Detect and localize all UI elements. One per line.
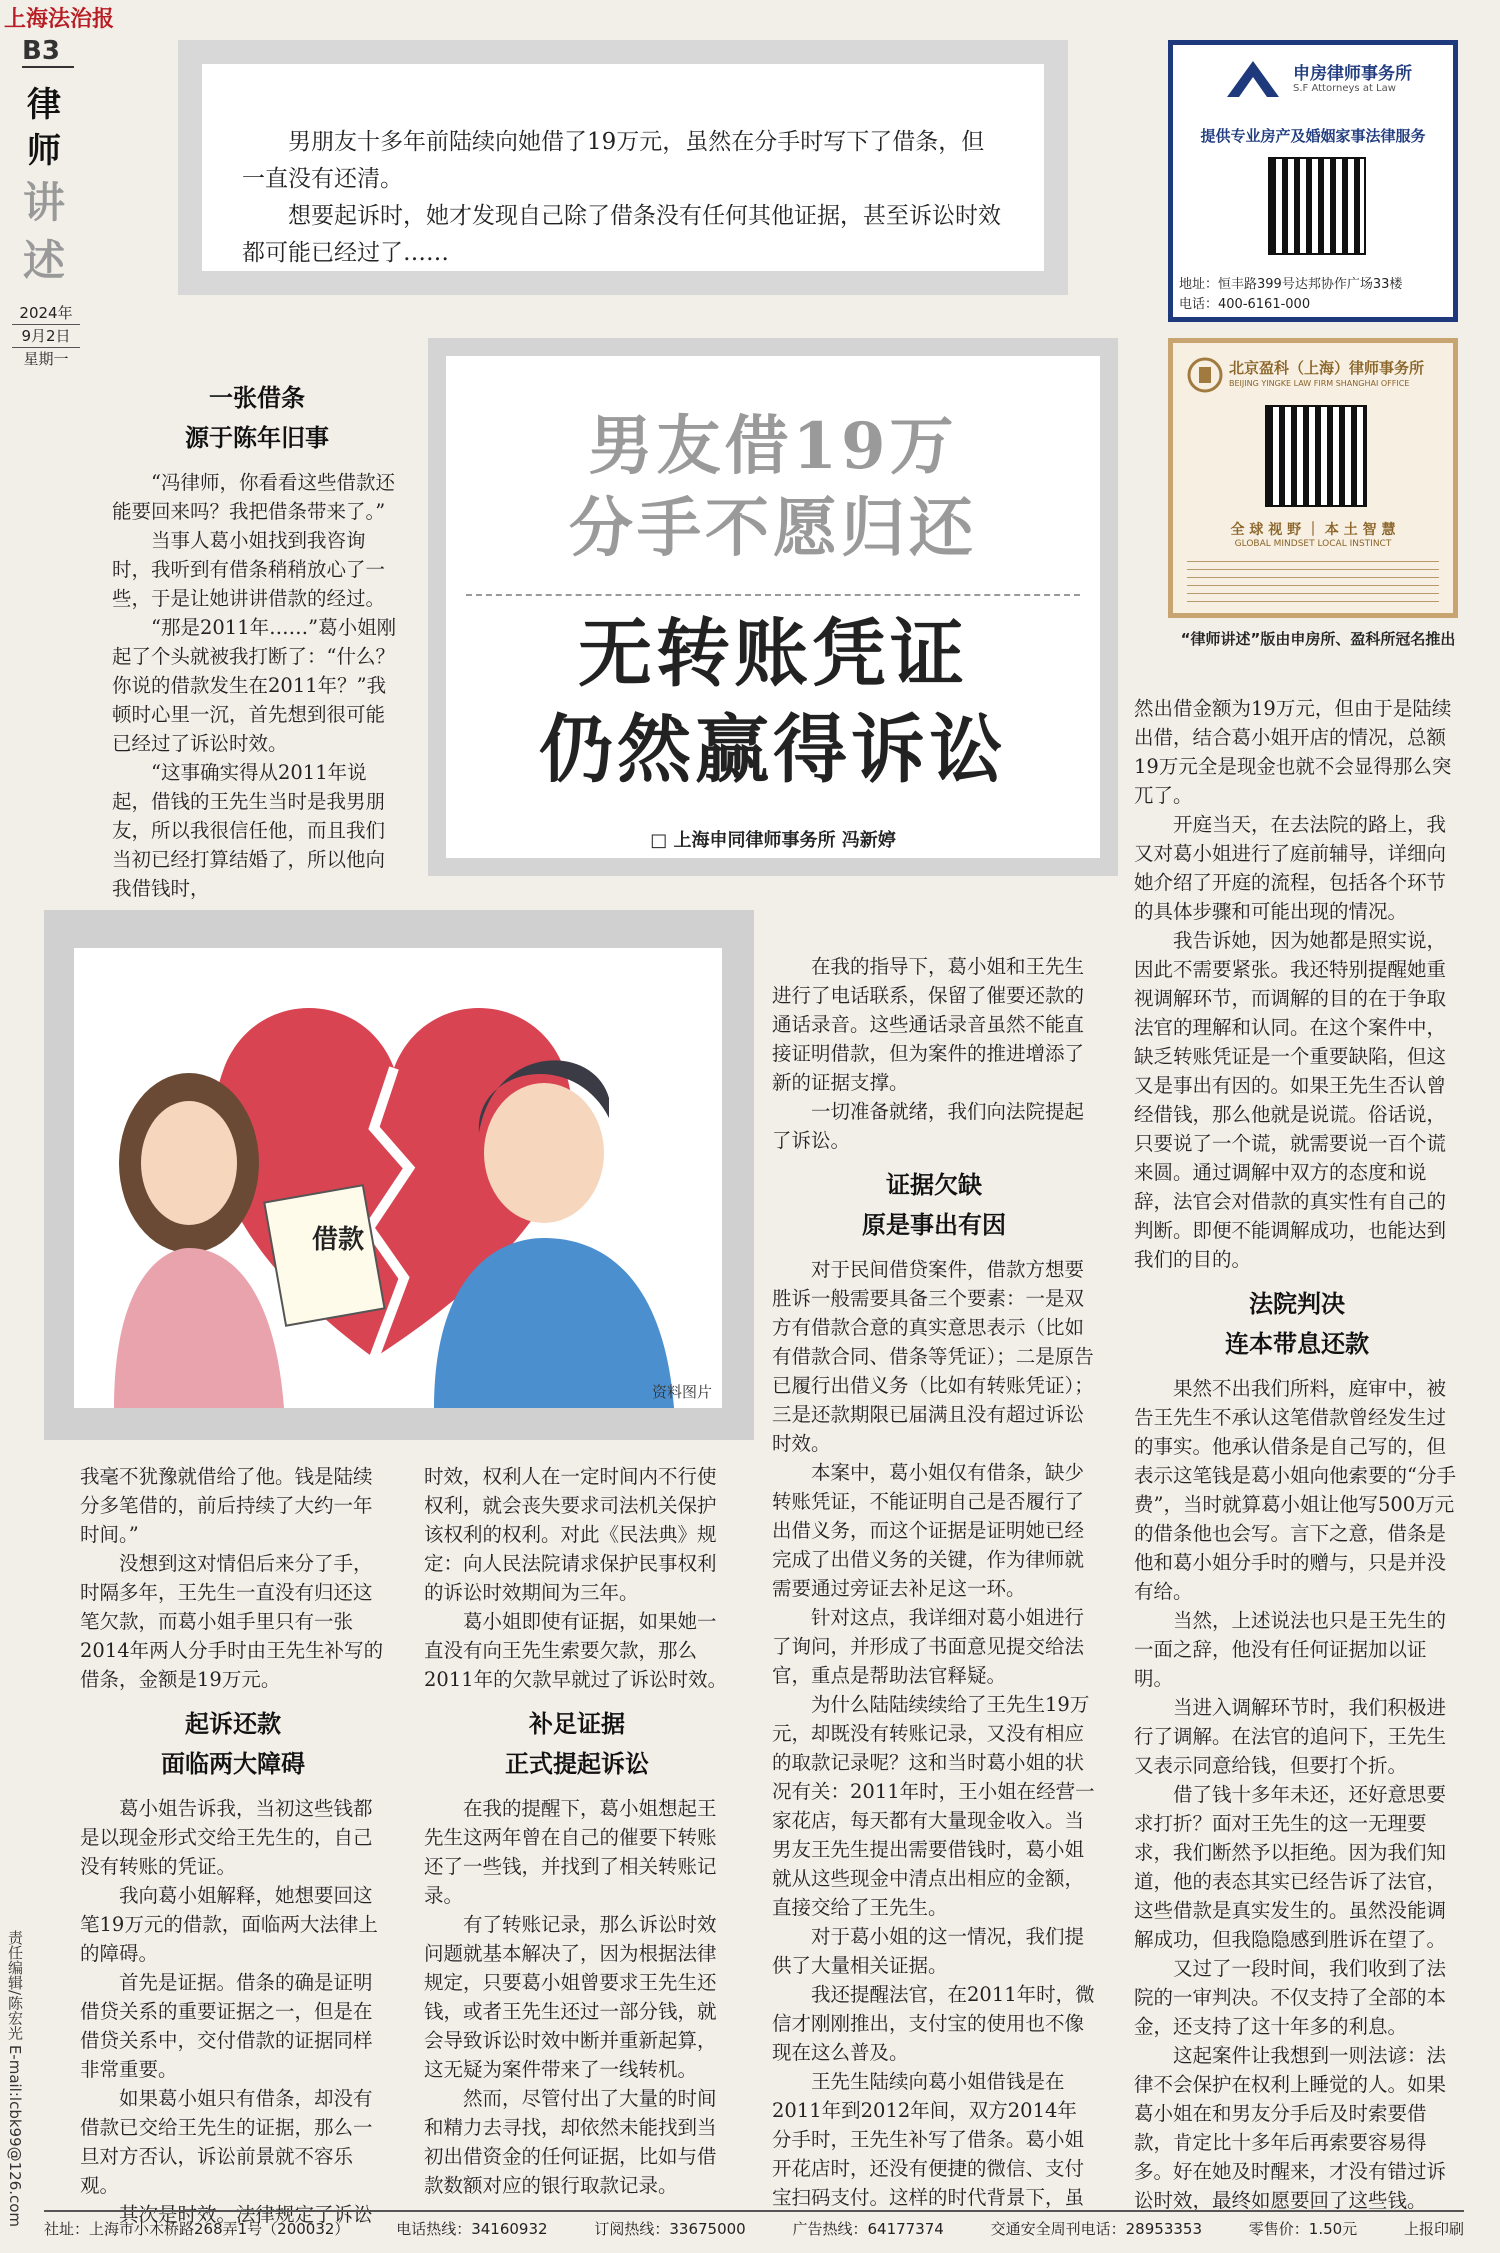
- illustration: [74, 948, 722, 1408]
- paragraph: 然而，尽管付出了大量的时间和精力去寻找，却依然未能找到当初出借资金的任何证据，比如与借款数额对应的银行取款记录。: [424, 2087, 717, 2197]
- lead-box: [178, 40, 1068, 295]
- paragraph: 葛小姐告诉我，当初这些钱都是以现金形式交给王先生的，自己没有转账的凭证。: [80, 1797, 373, 1878]
- column-title-line2: 讲述: [22, 178, 65, 285]
- ad1-firm-en: S.F Attorneys at Law: [1293, 83, 1396, 94]
- iou-note-icon: [264, 1185, 384, 1325]
- ad1-firm: 申房律师事务所: [1293, 64, 1412, 84]
- headline-top: [446, 406, 1100, 570]
- paragraph: 为什么陆陆续续给了王先生19万元，却既没有转账记录，又没有相应的取款记录呢？这和当时葛小姐的状况有关：2011年时，王小姐在经营一家花店，每天都有大量现金收入。当男友王先生提出需要借钱时，葛小姐就从这些现金中清点出相应的金额，直接交给了王先生。: [772, 1693, 1095, 1919]
- subheading: [80, 1704, 386, 1784]
- subheading-line1: 起诉还款: [185, 1710, 281, 1738]
- paragraph: 当事人葛小姐找到我咨询时，我听到有借条稍稍放心了一些，于是让她讲讲借款的经过。: [112, 529, 386, 610]
- yingke-logo-icon: [1187, 357, 1223, 393]
- date-day: 9月2日: [12, 325, 80, 348]
- ad2-address-lines: [1187, 561, 1439, 605]
- ad1-address: 地址：恒丰路399号达邦协作广场33楼: [1179, 277, 1403, 292]
- paragraph: 当进入调解环节时，我们积极进行了调解。在法官的追问下，王先生又表示同意给钱，但要打个折。: [1134, 1696, 1447, 1777]
- paragraph: “那是2011年……”葛小姐刚起了个头就被我打断了：“什么？你说的借款发生在2011年？”我顿时心里一沉，首先想到很可能已经过了诉讼时效。: [112, 616, 397, 755]
- footer-address: 社址：上海市小木桥路268弄1号（200032）: [44, 2220, 350, 2238]
- page-number: B3: [22, 36, 74, 68]
- lead-inner: [202, 64, 1044, 271]
- footer-phone: 电话热线：34160932: [396, 2220, 548, 2238]
- ad-sponsor-note: “律师讲述”版由申房所、盈科所冠名推出: [1180, 630, 1456, 648]
- date-box: [12, 302, 80, 370]
- headline-panel: [428, 338, 1118, 876]
- headline-line2: 分手不愿归还: [569, 491, 977, 566]
- ad2-slogan-en: GLOBAL MINDSET LOCAL INSTINCT: [1234, 539, 1392, 549]
- paragraph: 如果葛小姐只有借条，却没有借款已交给王先生的证据，那么一旦对方否认，诉讼前景就不容乐观。: [80, 2087, 373, 2197]
- paragraph: 王先生陆续向葛小姐借钱是在2011年到2012年间，双方2014年分手时，王先生补写了借条。葛小姐开花店时，还没有便捷的微信、支付宝扫码支付。这样的时代背景下，虽: [772, 2070, 1085, 2209]
- iou-note-text: 借款: [312, 1225, 365, 1255]
- subheading-line2: 面临两大障碍: [161, 1750, 305, 1778]
- paragraph: 首先是证据。借条的确是证明借贷关系的重要证据之一，但是在借贷关系中，交付借款的证据同样非常重要。: [80, 1971, 373, 2081]
- paragraph: 时效，权利人在一定时间内不行使权利，就会丧失要求司法机关保护该权利的权利。对此《民法典》规定：向人民法院请求保护民事权利的诉讼时效期间为三年。: [424, 1465, 717, 1604]
- paragraph: 对于民间借贷案件，借款方想要胜诉一般需要具备三个要素：一是双方有借款合意的真实意思表示（比如有借款合同、借条等凭证）；二是原告已履行出借义务（比如有转账凭证）；三是还款期限已届满且没有超过诉讼时效。: [772, 1258, 1094, 1455]
- footer-ads: 广告热线：64177374: [792, 2220, 944, 2238]
- paragraph: 其次是时效。法律规定了诉讼: [119, 2203, 373, 2226]
- subheading: [424, 1704, 730, 1784]
- paragraph: “这事确实得从2011年说起，借钱的王先生当时是我男朋友，所以我很信任他，而且我们当初已经打算结婚了，所以他向我借钱时，: [112, 761, 386, 900]
- paragraph: 我向葛小姐解释，她想要回这笔19万元的借款，面临两大法律上的障碍。: [80, 1884, 378, 1965]
- headline-main: [446, 606, 1100, 798]
- paragraph: 借了钱十多年未还，还好意思要求打折？面对王先生的这一无理要求，我们断然予以拒绝。因为我们知道，他的表态其实已经告诉了法官，这些借款是真实发生的。虽然没能调解成功，但我隐隐感到胜诉在望了。: [1134, 1783, 1447, 1951]
- paragraph: 我毫不犹豫就借给了他。钱是陆续分多笔借的，前后持续了大约一年时间。”: [80, 1465, 373, 1546]
- headline-line1: 男友借19万: [588, 409, 958, 484]
- man-face-icon: [484, 1083, 604, 1223]
- woman-face-icon: [141, 1101, 237, 1225]
- paragraph: 当然，上述说法也只是王先生的一面之辞，他没有任何证据加以证明。: [1134, 1609, 1447, 1690]
- qr-code-icon[interactable]: [1268, 157, 1366, 255]
- article-column-1-bottom: [80, 1462, 386, 2229]
- paragraph: 在我的提醒下，葛小姐想起王先生这两年曾在自己的催要下转账还了一些钱，并找到了相关转账记录。: [424, 1797, 717, 1907]
- paragraph: 又过了一段时间，我们收到了法院的一审判决。不仅支持了全部的本金，还支持了这十年多的利息。: [1134, 1957, 1447, 2038]
- date-weekday: 星期一: [23, 350, 69, 368]
- paragraph: 针对这点，我详细对葛小姐进行了询问，并形成了书面意见提交给法官，重点是帮助法官释疑。: [772, 1606, 1085, 1687]
- article-column-2-bottom: [424, 1462, 730, 2200]
- paragraph: 一切准备就绪，我们向法院提起了诉讼。: [772, 1100, 1085, 1152]
- editor-credit: 责任编辑/陈宏光 E-mail:lcbk99@126.com: [6, 1930, 24, 2228]
- masthead: 上海法治报: [4, 7, 115, 32]
- ad-yingke[interactable]: [1168, 338, 1458, 618]
- ad2-firm-en: BEIJING YINGKE LAW FIRM SHANGHAI OFFICE: [1229, 379, 1410, 388]
- headline-divider: [466, 594, 1080, 596]
- ad2-firm: 北京盈科（上海）律师事务所: [1229, 359, 1425, 377]
- subheading: [112, 378, 402, 458]
- subheading-line2: 连本带息还款: [1225, 1330, 1369, 1358]
- lead-paragraph: 想要起诉时，她才发现自己除了借条没有任何其他证据，甚至诉讼时效都可能已经过了……: [242, 203, 1001, 266]
- subheading: [1134, 1284, 1460, 1364]
- footer-print: 上报印刷: [1403, 2220, 1464, 2238]
- paragraph: 我告诉她，因为她都是照实说，因此不需要紧张。我还特别提醒她重视调解环节，而调解的目的在于争取法官的理解和认同。在这个案件中，缺乏转账凭证是一个重要缺陷，但这又是事出有因的。如果王先生否认曾经借钱，那么他就是说谎。俗话说，只要说了一个谎，就需要说一百个谎来圆。通过调解中双方的态度和说辞，法官会对借款的真实性有自己的判断。即便不能调解成功，也能达到我们的目的。: [1134, 929, 1447, 1271]
- shenfang-logo-icon: [1223, 59, 1283, 99]
- ad-shenfang[interactable]: [1168, 40, 1458, 322]
- footer-traffic: 交通安全周刊电话：28953353: [990, 2220, 1202, 2238]
- image-credit: 资料图片: [651, 1383, 712, 1401]
- subheading-line1: 证据欠缺: [886, 1171, 982, 1199]
- paragraph: 然出借金额为19万元，但由于是陆续出借，结合葛小姐开店的情况，总额19万元全是现金也就不会显得那么突兀了。: [1134, 697, 1452, 807]
- headline-line3: 无转账凭证: [578, 611, 968, 697]
- paragraph: 有了转账记录，那么诉讼时效问题就基本解决了，因为根据法律规定，只要葛小姐曾要求王先生还钱，或者王先生还过一部分钱，就会导致诉讼时效中断并重新起算，这无疑为案件带来了一线转机。: [424, 1913, 717, 2081]
- subheading: [772, 1165, 1096, 1245]
- broken-heart-couple-illustration: [74, 948, 722, 1408]
- column-title: [14, 82, 74, 290]
- subheading-line1: 补足证据: [529, 1710, 625, 1738]
- paragraph: 对于葛小姐的这一情况，我们提供了大量相关证据。: [772, 1925, 1085, 1977]
- paragraph: 本案中，葛小姐仅有借条，缺少转账凭证，不能证明自己是否履行了出借义务，而这个证据是证明她已经完成了出借义务的关键，作为律师就需要通过旁证去补足这一环。: [772, 1461, 1085, 1600]
- paragraph: 这起案件让我想到一则法谚：法律不会保护在权利上睡觉的人。如果葛小姐在和男友分手后及时索要借款，肯定比十多年后再索要容易得多。好在她及时醒来，才没有错过诉讼时效，最终如愿要回了这些钱。: [1134, 2044, 1447, 2212]
- subheading-line2: 正式提起诉讼: [505, 1750, 649, 1778]
- paragraph: “冯律师，你看看这些借款还能要回来吗？我把借条带来了。”: [112, 471, 395, 523]
- column-title-line1: 律师: [27, 85, 61, 171]
- ad1-slogan: 提供专业房产及婚姻家事法律服务: [1200, 127, 1426, 145]
- footer-subscribe: 订阅热线：33675000: [594, 2220, 746, 2238]
- paragraph: 没想到这对情侣后来分了手，时隔多年，王先生一直没有归还这笔欠款，而葛小姐手里只有一张2014年两人分手时由王先生补写的借条，金额是19万元。: [80, 1552, 384, 1691]
- paragraph: 我还提醒法官，在2011年时，微信才刚刚推出，支付宝的使用也不像现在这么普及。: [772, 1983, 1095, 2064]
- article-column-1-top: [112, 378, 402, 903]
- subheading-line1: 一张借条: [209, 384, 305, 412]
- paragraph: 葛小姐即使有证据，如果她一直没有向王先生索要欠款，那么2011年的欠款早就过了诉讼时效。: [424, 1610, 728, 1691]
- byline: □ 上海申同律师事务所 冯新婷: [650, 830, 896, 851]
- lead-paragraph: 男朋友十多年前陆续向她借了19万元，虽然在分手时写下了借条，但一直没有还清。: [242, 129, 985, 192]
- qr-code-icon[interactable]: [1265, 405, 1367, 507]
- paragraph: 果然不出我们所料，庭审中，被告王先生不承认这笔借款曾经发生过的事实。他承认借条是自己写的，但表示这笔钱是葛小姐向他索要的“分手费”，当时就算葛小姐让他写500万元的借条他也会写。言下之意，借条是他和葛小姐分手时的赠与，只是并没有给。: [1134, 1377, 1456, 1603]
- paragraph: 开庭当天，在去法院的路上，我又对葛小姐进行了庭前辅导，详细向她介绍了开庭的流程，包括各个环节的具体步骤和可能出现的情况。: [1134, 813, 1447, 923]
- subheading-line1: 法院判决: [1249, 1290, 1345, 1318]
- article-column-3: [772, 952, 1096, 2212]
- subheading-line2: 原是事出有因: [862, 1211, 1006, 1239]
- footer: [44, 2210, 1464, 2239]
- paragraph: 在我的指导下，葛小姐和王先生进行了电话联系，保留了催要还款的通话录音。这些通话录音虽然不能直接证明借款，但为案件的推进增添了新的证据支撑。: [772, 955, 1085, 1094]
- illustration-panel: [44, 910, 754, 1440]
- ad1-phone: 电话：400-6161-000: [1179, 297, 1311, 312]
- headline-line4: 仍然赢得诉讼: [539, 707, 1007, 793]
- date-year: 2024年: [12, 302, 80, 325]
- footer-price: 零售价：1.50元: [1248, 2220, 1358, 2238]
- subheading-line2: 源于陈年旧事: [185, 424, 329, 452]
- article-column-4: [1134, 694, 1460, 2215]
- headline-inner: [446, 356, 1100, 858]
- ad2-slogan: 全 球 视 野 ｜ 本 土 智 慧: [1230, 522, 1396, 538]
